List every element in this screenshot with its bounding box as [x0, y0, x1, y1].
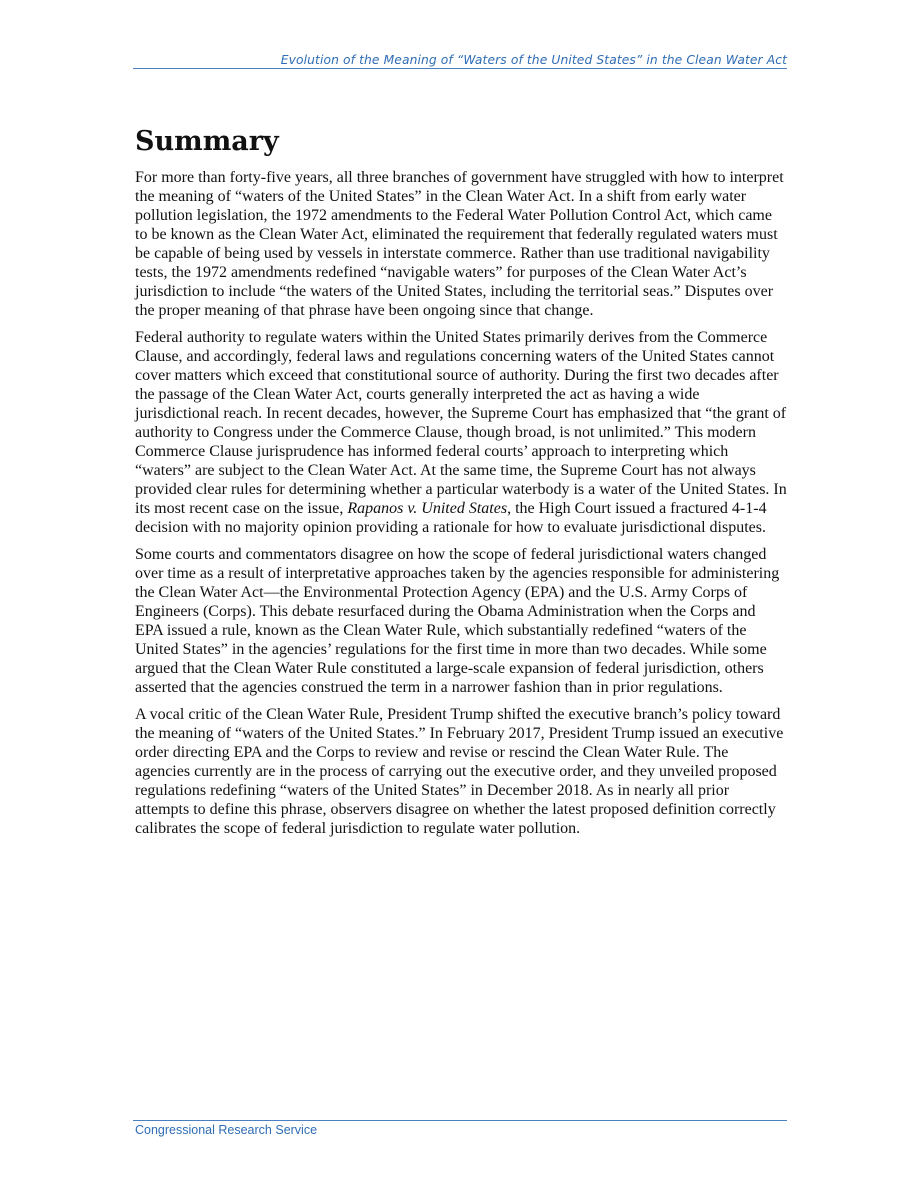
footer-divider: [133, 1120, 787, 1121]
summary-body: [135, 168, 787, 846]
running-header-title: Evolution of the Meaning of “Waters of the United States” in the Clean Water Act: [280, 53, 787, 67]
footer-organization: Congressional Research Service: [135, 1123, 318, 1137]
paragraph-2-text-after: , the High Court issued a fractured 4-1-4 decision with no majority opinion providing a rationale for how to evaluate jurisdictional disputes.: [135, 500, 767, 536]
summary-paragraph-2: [135, 328, 787, 537]
summary-paragraph-3: Some courts and commentators disagree on how the scope of federal jurisdictional waters changed over time as a result of interpretative approaches taken by the agencies responsible for administering the Clean Water Act—the Environmental Protection Agency (EPA) and the U.S. Army Corps of Engineers (Corps). This debate resurfaced during the Obama Administration when the Corps and EPA issued a rule, known as the Clean Water Rule, which substantially redefined “waters of the United States” in the agencies’ regulations for the first time in more than two decades. While some argued that the Clean Water Rule constituted a large-scale expansion of federal jurisdiction, others asserted that the agencies construed the term in a narrower fashion than in prior regulations.: [135, 546, 780, 696]
section-heading: Summary: [135, 126, 279, 157]
summary-paragraph-4: A vocal critic of the Clean Water Rule, President Trump shifted the executive branch’s policy toward the meaning of “waters of the United States.” In February 2017, President Trump issued an executive order directing EPA and the Corps to review and revise or rescind the Clean Water Rule. The agencies currently are in the process of carrying out the executive order, and they unveiled proposed regulations redefining “waters of the United States” in December 2018. As in nearly all prior attempts to define this phrase, observers disagree on whether the latest proposed definition correctly calibrates the scope of federal jurisdiction to regulate water pollution.: [135, 706, 784, 837]
summary-paragraph-1: For more than forty-five years, all three branches of government have struggled with how to interpret the meaning of “waters of the United States” in the Clean Water Act. In a shift from early water pollution legislation, the 1972 amendments to the Federal Water Pollution Control Act, which came to be known as the Clean Water Act, eliminated the requirement that federally regulated waters must be capable of being used by vessels in interstate commerce. Rather than use traditional navigability tests, the 1972 amendments redefined “navigable waters” for purposes of the Clean Water Act’s jurisdiction to include “the waters of the United States, including the territorial seas.” Disputes over the proper meaning of that phrase have been ongoing since that change.: [135, 169, 784, 319]
header-divider: [133, 68, 787, 69]
paragraph-2-text-before: Federal authority to regulate waters within the United States primarily derives from the Commerce Clause, and accordingly, federal laws and regulations concerning waters of the United States cannot cover matters which exceed that constitutional source of authority. During the first two decades after the passage of the Clean Water Act, courts generally interpreted the act as having a wide jurisdictional reach. In recent decades, however, the Supreme Court has emphasized that “the grant of authority to Congress under the Commerce Clause, though broad, is not unlimited.” This modern Commerce Clause jurisprudence has informed federal courts’ approach to interpreting which “waters” are subject to the Clean Water Act. At the same time, the Supreme Court has not always provided clear rules for determining whether a particular waterbody is a water of the United States. In its most recent case on the issue,: [135, 329, 787, 517]
case-citation: Rapanos v. United States: [347, 500, 508, 517]
